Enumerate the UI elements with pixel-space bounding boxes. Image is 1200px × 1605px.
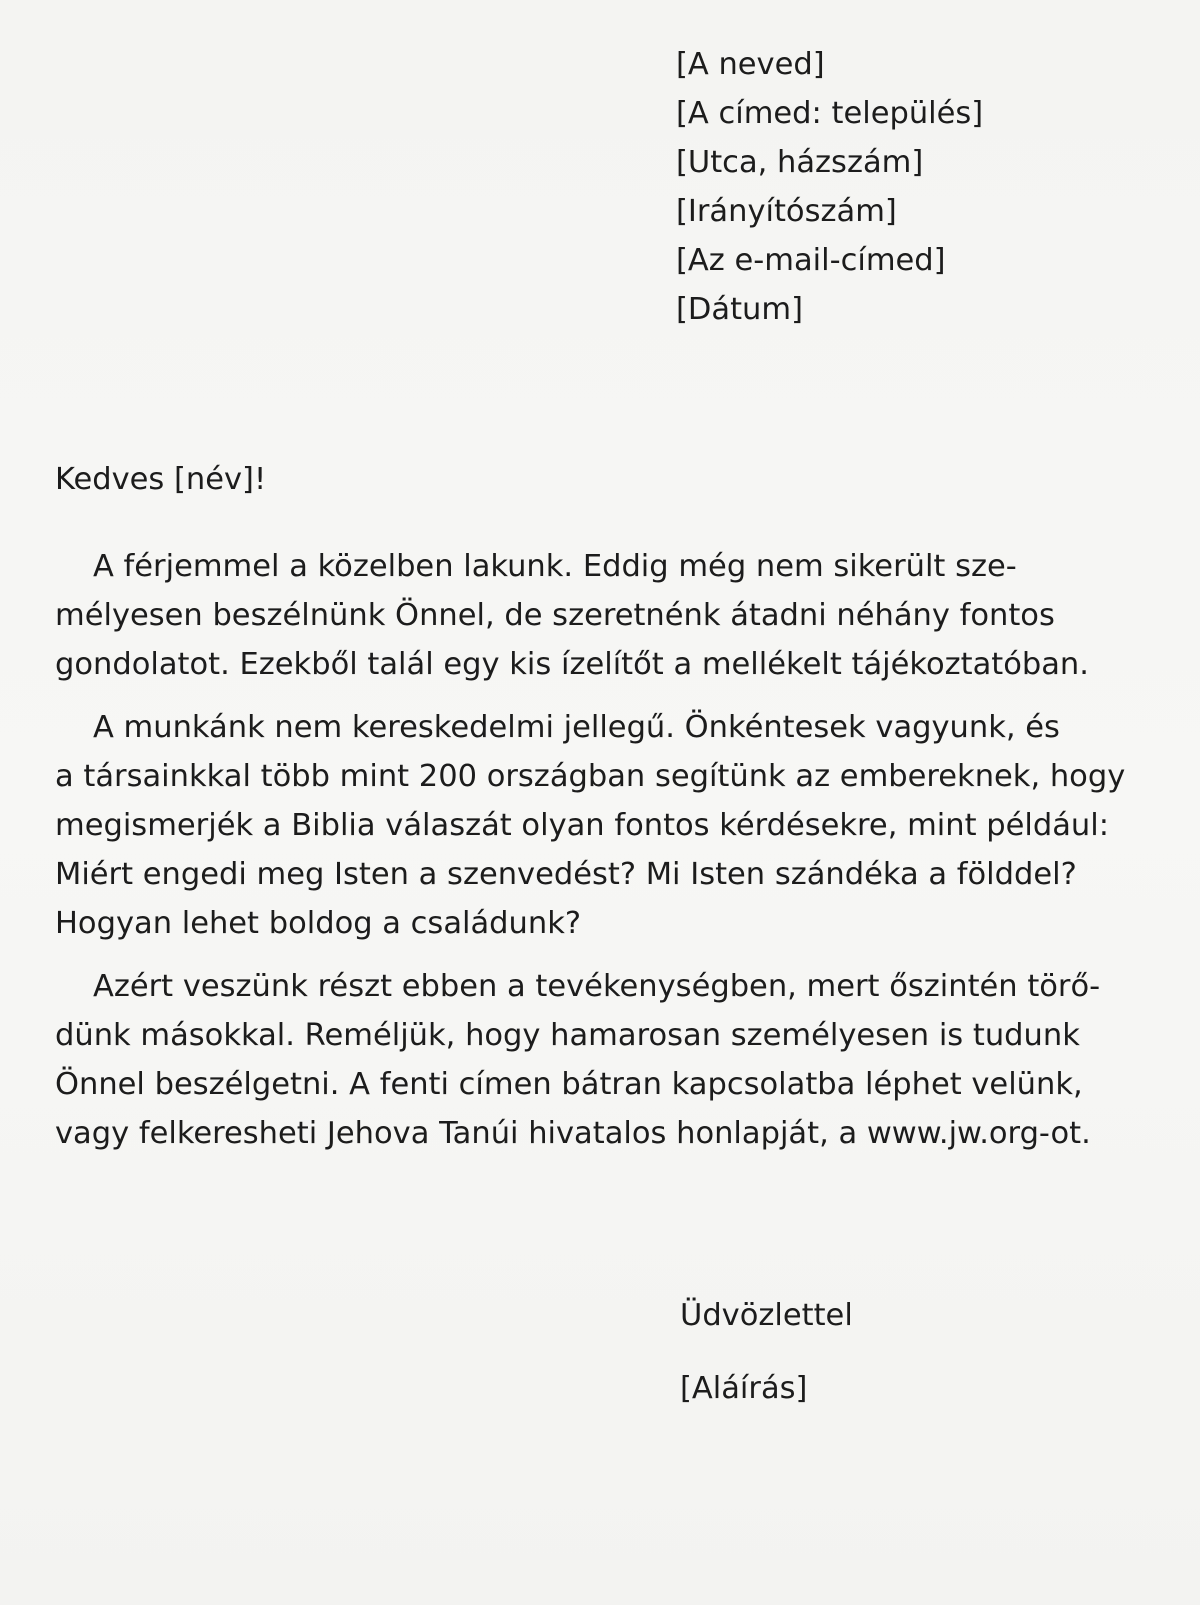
paragraph-line: a társainkkal több mint 200 országban segítünk az embereknek, hogy bbox=[55, 759, 1126, 794]
paragraph-line: Önnel beszélgetni. A fenti címen bátran kapcsolatba léphet velünk, bbox=[55, 1067, 1083, 1102]
paragraph-line: megismerjék a Biblia válaszát olyan fontos kérdésekre, mint például: bbox=[55, 808, 1109, 843]
sender-block bbox=[676, 40, 983, 334]
paragraph-line: gondolatot. Ezekből talál egy kis ízelítőt a mellékelt tájékoztatóban. bbox=[55, 647, 1089, 682]
signature: [Aláírás] bbox=[680, 1371, 808, 1406]
paragraph-line: vagy felkeresheti Jehova Tanúi hivatalos honlapját, a www.jw.org-ot. bbox=[55, 1116, 1091, 1151]
salutation: Kedves [név]! bbox=[55, 462, 267, 497]
sender-street: [Utca, házszám] bbox=[676, 145, 924, 180]
paragraph-1 bbox=[55, 542, 1155, 689]
paragraph-line: Miért engedi meg Isten a szenvedést? Mi Isten szándéka a földdel? bbox=[55, 857, 1077, 892]
closing: Üdvözlettel bbox=[680, 1298, 853, 1333]
paragraph-line: mélyesen beszélnünk Önnel, de szeretnénk átadni néhány fontos bbox=[55, 598, 1055, 633]
paragraph-line: A munkánk nem kereskedelmi jellegű. Önkéntesek vagyunk, és bbox=[93, 710, 1060, 745]
sender-email: [Az e-mail-címed] bbox=[676, 243, 946, 278]
sender-date: [Dátum] bbox=[676, 292, 803, 327]
letter-body bbox=[55, 542, 1155, 1172]
sender-postal-code: [Irányítószám] bbox=[676, 194, 897, 229]
paragraph-line: A férjemmel a közelben lakunk. Eddig még nem sikerült sze- bbox=[93, 549, 1017, 584]
sender-address-city: [A címed: település] bbox=[676, 96, 984, 131]
paragraph-2 bbox=[55, 703, 1155, 948]
paragraph-line: Hogyan lehet boldog a családunk? bbox=[55, 906, 582, 941]
paragraph-3 bbox=[55, 962, 1155, 1158]
paragraph-line: dünk másokkal. Reméljük, hogy hamarosan személyesen is tudunk bbox=[55, 1018, 1080, 1053]
sender-name: [A neved] bbox=[676, 47, 825, 82]
paragraph-line: Azért veszünk részt ebben a tevékenységben, mert őszintén törő- bbox=[93, 969, 1101, 1004]
